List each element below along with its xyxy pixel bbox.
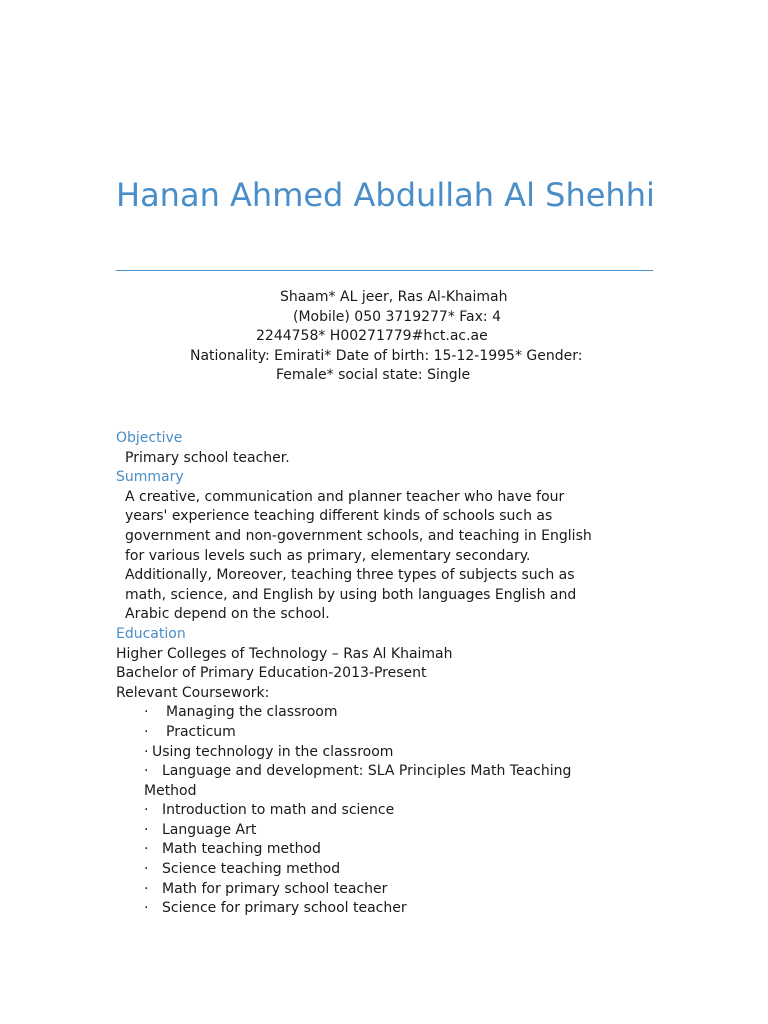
- list-item: [116, 801, 656, 821]
- course-name: Math teaching method: [162, 841, 321, 858]
- course-name: Language Art: [162, 821, 257, 838]
- course-name: Science teaching method: [162, 861, 341, 878]
- education-degree: Bachelor of Primary Education-2013-Present: [116, 665, 427, 682]
- coursework-list: [116, 703, 656, 919]
- summary-line: years' experience teaching different kinds of schools such as: [125, 508, 553, 525]
- list-item: [116, 703, 656, 723]
- contact-fax-email: 2244758* H00271779#hct.ac.ae: [256, 328, 488, 345]
- list-item: [116, 860, 656, 880]
- bullet-icon: ·: [144, 900, 149, 917]
- bullet-icon: ·: [144, 861, 149, 878]
- bullet-icon: ·: [144, 723, 149, 740]
- name-underline-rule: [116, 270, 653, 271]
- contact-block: [150, 288, 650, 386]
- contact-phone: (Mobile) 050 3719277* Fax: 4: [293, 308, 501, 325]
- course-name: Using technology in the classroom: [152, 743, 394, 760]
- bullet-icon: ·: [144, 841, 149, 858]
- resume-body: [116, 429, 656, 919]
- bullet-icon: ·: [144, 821, 149, 838]
- coursework-label: Relevant Coursework:: [116, 684, 270, 701]
- course-name: Introduction to math and science: [162, 802, 395, 819]
- objective-text: Primary school teacher.: [125, 449, 290, 466]
- summary-line: Arabic depend on the school.: [125, 606, 330, 623]
- course-name: Science for primary school teacher: [162, 900, 407, 917]
- course-name: Practicum: [166, 723, 236, 740]
- list-item: [116, 723, 656, 743]
- resume-name: Hanan Ahmed Abdullah Al Shehhi: [116, 176, 655, 214]
- summary-line: math, science, and English by using both languages English and: [125, 586, 577, 603]
- course-name-continuation: Method: [144, 782, 197, 799]
- contact-personal-info: Nationality: Emirati* Date of birth: 15-12-1995* Gender:: [190, 347, 583, 364]
- list-item: [116, 899, 656, 919]
- course-name: Language and development: SLA Principles Math Teaching: [162, 763, 572, 780]
- bullet-icon: ·: [144, 880, 149, 897]
- bullet-icon: ·: [144, 763, 149, 780]
- list-item: [116, 743, 656, 763]
- summary-text: [116, 488, 656, 625]
- list-item: [116, 762, 656, 801]
- list-item: [116, 880, 656, 900]
- summary-line: A creative, communication and planner teacher who have four: [125, 488, 565, 505]
- summary-heading: Summary: [116, 469, 184, 486]
- list-item: [116, 821, 656, 841]
- bullet-icon: ·: [144, 743, 149, 760]
- bullet-icon: ·: [144, 704, 149, 721]
- summary-line: for various levels such as primary, elementary secondary.: [125, 547, 531, 564]
- bullet-icon: ·: [144, 802, 149, 819]
- summary-line: government and non-government schools, and teaching in English: [125, 527, 592, 544]
- summary-line: Additionally, Moreover, teaching three types of subjects such as: [125, 567, 575, 584]
- list-item: [116, 840, 656, 860]
- education-heading: Education: [116, 625, 186, 642]
- contact-address: Shaam* AL jeer, Ras Al-Khaimah: [280, 289, 508, 305]
- course-name: Math for primary school teacher: [162, 880, 388, 897]
- objective-heading: Objective: [116, 430, 183, 446]
- education-institution: Higher Colleges of Technology – Ras Al Khaimah: [116, 645, 453, 662]
- contact-personal-info-cont: Female* social state: Single: [276, 367, 471, 384]
- course-name: Managing the classroom: [166, 704, 338, 721]
